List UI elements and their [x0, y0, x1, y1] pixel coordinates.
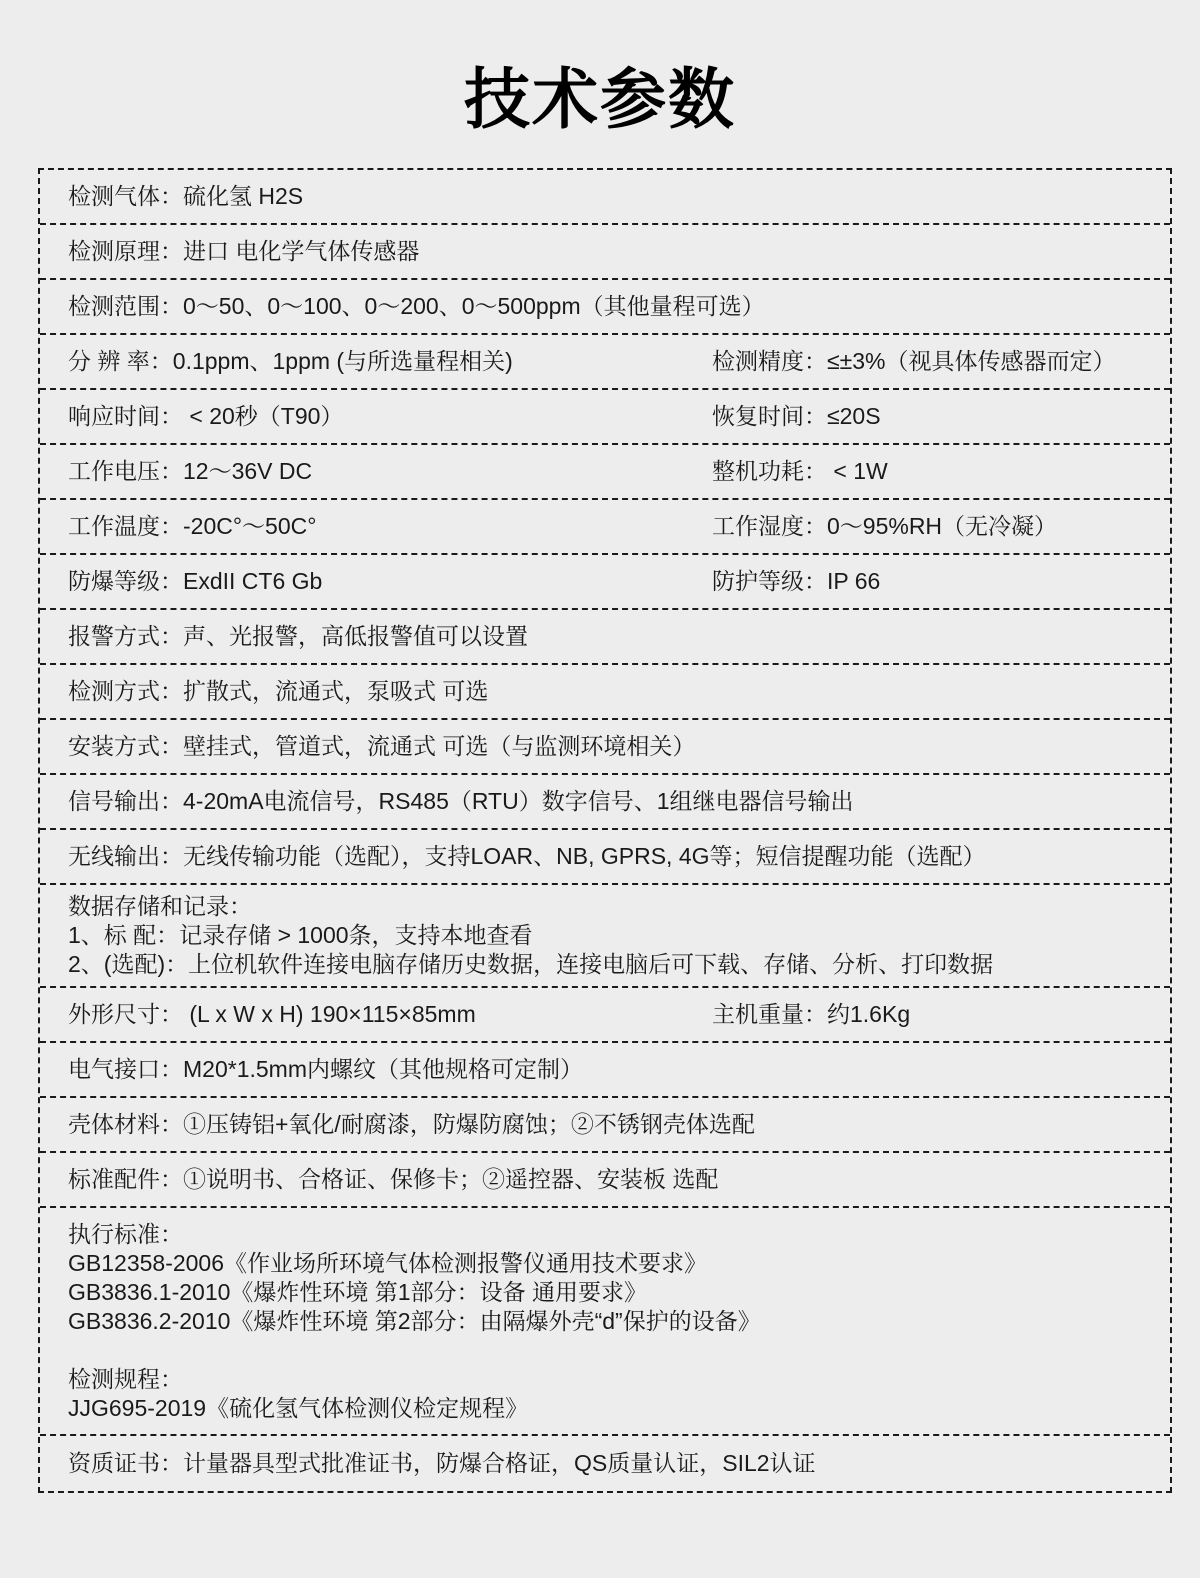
spec-cell: 工作电压：12～36V DC [68, 458, 313, 484]
spec-row [40, 720, 1170, 775]
spec-row [40, 1043, 1170, 1098]
spec-row [40, 335, 1170, 390]
spec-cell: 防爆等级：ExdII CT6 Gb [68, 568, 323, 594]
spec-row [40, 555, 1170, 610]
spec-cell: 分 辨 率：0.1ppm、1ppm (与所选量程相关) [68, 348, 513, 374]
spec-cell: 壳体材料：①压铸铝+氧化/耐腐漆，防爆防腐蚀；②不锈钢壳体选配 [68, 1111, 755, 1137]
spec-line: 2、(选配)：上位机软件连接电脑存储历史数据，连接电脑后可下载、存储、分析、打印数据 [68, 951, 994, 977]
spec-table [38, 168, 1172, 1493]
spec-cell: 安装方式：壁挂式，管道式，流通式 可选（与监测环境相关） [68, 733, 696, 759]
spec-row [40, 500, 1170, 555]
spec-row [40, 390, 1170, 445]
spec-line: JJG695-2019《硫化氢气体检测仪检定规程》 [68, 1394, 529, 1421]
spec-row [40, 665, 1170, 720]
spec-row [40, 1436, 1170, 1491]
spec-row [40, 1208, 1170, 1436]
spec-cell: 响应时间： < 20秒（T90） [68, 403, 344, 429]
spec-row [40, 170, 1170, 225]
spec-line: GB12358-2006《作业场所环境气体检测报警仪通用技术要求》 [68, 1249, 708, 1276]
spec-line [68, 1336, 1158, 1365]
spec-row [40, 445, 1170, 500]
spec-row [40, 225, 1170, 280]
spec-line: 数据存储和记录： [68, 893, 252, 919]
spec-cell: 检测方式：扩散式，流通式，泵吸式 可选 [68, 678, 489, 704]
spec-line: GB3836.2-2010《爆炸性环境 第2部分：由隔爆外壳“d”保护的设备》 [68, 1307, 761, 1334]
spec-row [40, 885, 1170, 988]
spec-cell: 检测原理：进口 电化学气体传感器 [68, 238, 420, 264]
spec-cell: 资质证书：计量器具型式批准证书，防爆合格证，QS质量认证，SIL2认证 [68, 1450, 816, 1476]
spec-cell: 主机重量：约1.6Kg [712, 1001, 911, 1027]
spec-cell: 报警方式：声、光报警，高低报警值可以设置 [68, 623, 528, 649]
spec-cell: 防护等级：IP 66 [712, 568, 881, 594]
spec-line: 检测规程： [68, 1365, 183, 1392]
spec-line: 1、标 配：记录存储 > 1000条，支持本地查看 [68, 922, 533, 948]
spec-row [40, 830, 1170, 885]
spec-line: GB3836.1-2010《爆炸性环境 第1部分：设备 通用要求》 [68, 1278, 647, 1305]
spec-cell: 整机功耗： < 1W [712, 458, 888, 484]
spec-line: 执行标准： [68, 1220, 183, 1247]
spec-cell: 检测范围：0～50、0～100、0～200、0～500ppm（其他量程可选） [68, 293, 765, 319]
spec-cell: 恢复时间：≤20S [712, 403, 881, 429]
spec-row [40, 1153, 1170, 1208]
spec-cell: 检测气体：硫化氢 H2S [68, 183, 304, 209]
spec-cell: 检测精度：≤±3%（视具体传感器而定） [712, 348, 1116, 374]
spec-cell: 信号输出：4-20mA电流信号，RS485（RTU）数字信号、1组继电器信号输出 [68, 788, 854, 814]
spec-row [40, 775, 1170, 830]
spec-cell: 无线输出：无线传输功能（选配），支持LOAR、NB, GPRS, 4G等；短信提醒功能（选配） [68, 843, 986, 869]
spec-row [40, 610, 1170, 665]
spec-cell: 电气接口：M20*1.5mm内螺纹（其他规格可定制） [68, 1056, 583, 1082]
page-title: 技术参数 [464, 62, 736, 136]
spec-cell: 工作湿度：0～95%RH（无冷凝） [712, 513, 1058, 539]
spec-cell: 外形尺寸： (L x W x H) 190×115×85mm [68, 1001, 476, 1027]
spec-row [40, 988, 1170, 1043]
spec-cell: 标准配件：①说明书、合格证、保修卡；②遥控器、安装板 选配 [68, 1166, 719, 1192]
spec-row [40, 1098, 1170, 1153]
spec-row [40, 280, 1170, 335]
spec-cell: 工作温度：-20C°～50C° [68, 513, 317, 539]
